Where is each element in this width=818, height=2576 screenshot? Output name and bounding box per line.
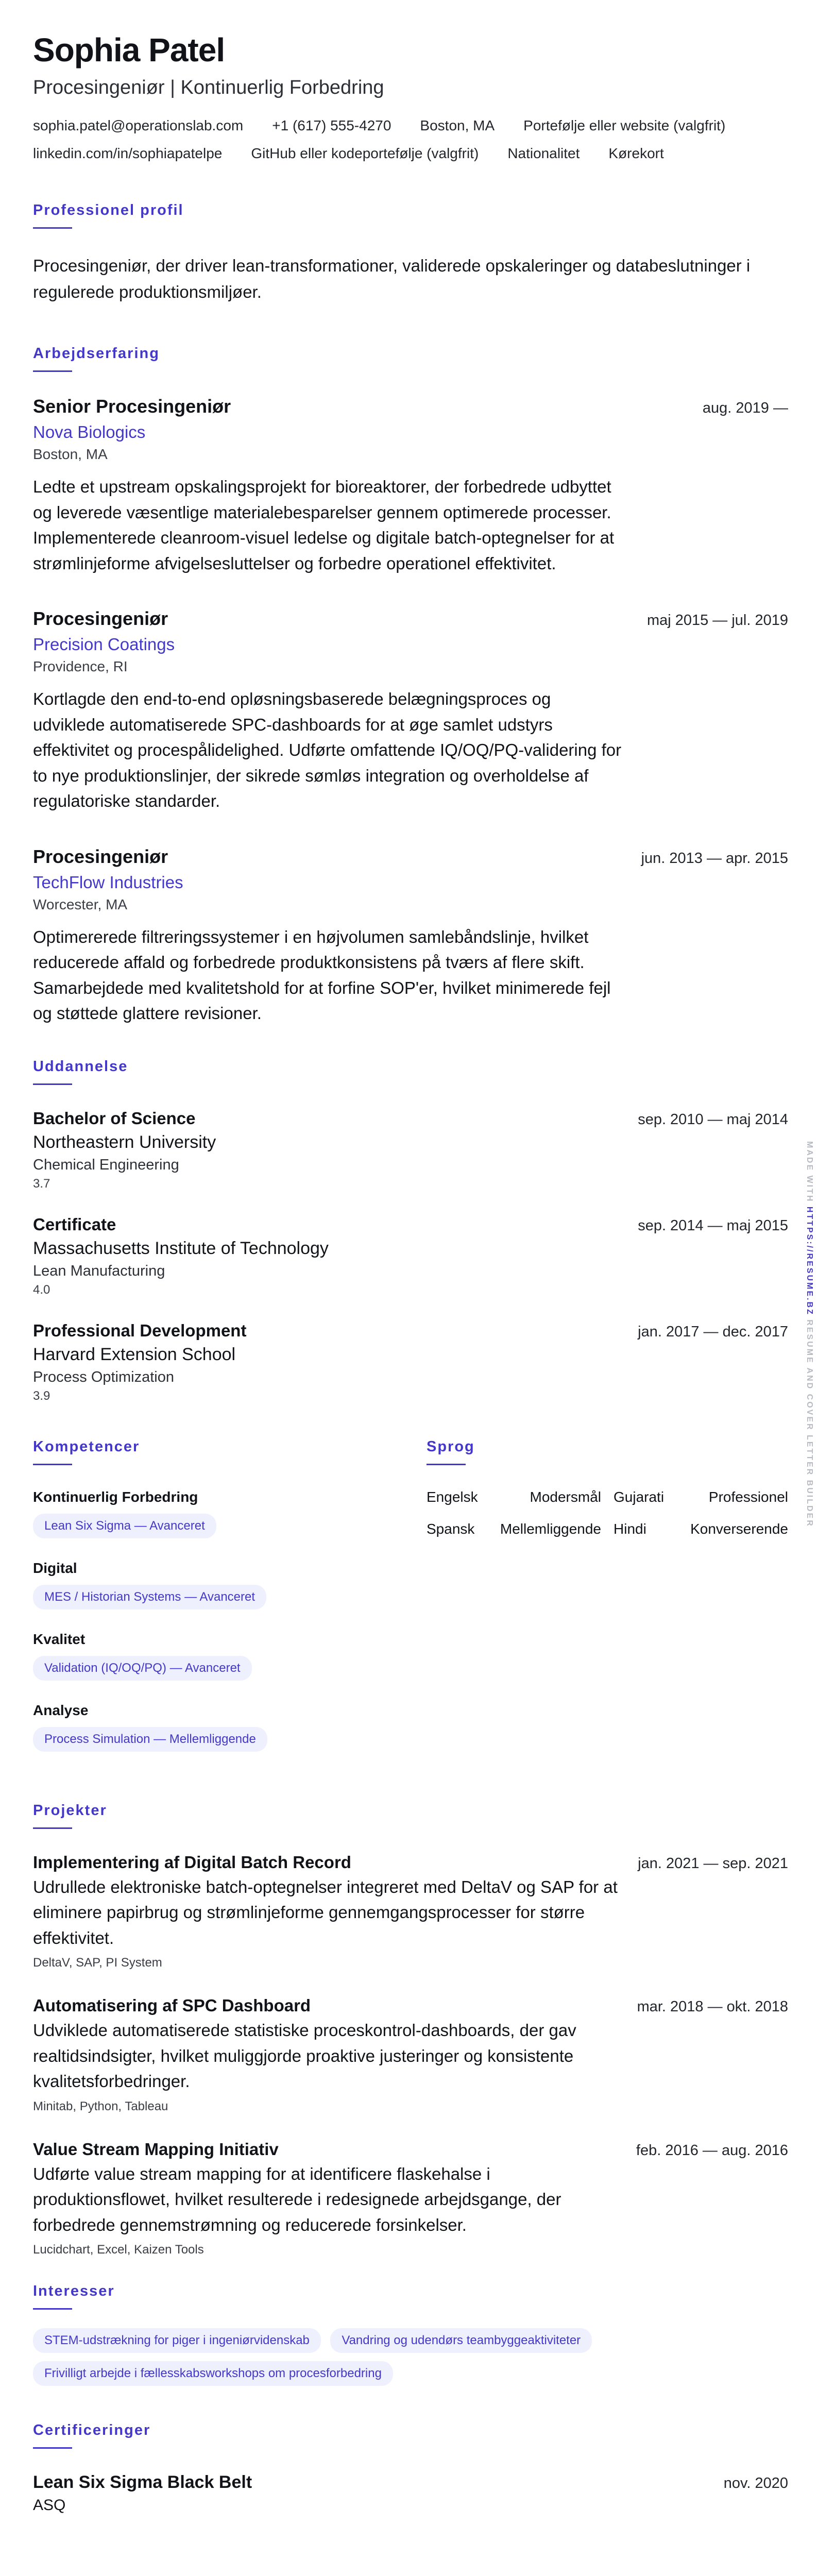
skill-pill: MES / Historian Systems — Avanceret [33, 1585, 266, 1609]
section-divider [33, 1083, 72, 1085]
section-divider [33, 2308, 72, 2310]
project-tools: Lucidchart, Excel, Kaizen Tools [33, 2243, 204, 2257]
experience-entry [33, 846, 788, 1026]
certification-date: nov. 2020 [723, 2475, 788, 2492]
watermark-suffix: RESUME AND COVER LETTER BUILDER [805, 1319, 814, 1528]
project-dates: mar. 2018 — okt. 2018 [637, 1998, 788, 2015]
section-title: Interesser [33, 2283, 115, 2300]
gpa: 4.0 [33, 1282, 50, 1297]
job-location: Providence, RI [33, 658, 128, 675]
language-grid [427, 1489, 788, 1537]
skill-group-name: Kvalitet [33, 1631, 86, 1647]
project-entry [33, 1853, 788, 1971]
skills-languages-row [33, 1438, 788, 1773]
section-title: Certificeringer [33, 2422, 151, 2439]
contact-github[interactable]: GitHub eller kodeportefølje (valgfrit) [251, 145, 479, 161]
language-level: Mellemliggende [500, 1520, 601, 1537]
skill-group [33, 1560, 375, 1609]
interest-pill: Vandring og udendørs teambyggeaktiviteter [330, 2328, 592, 2353]
field-of-study: Process Optimization [33, 1368, 174, 1385]
skill-group-name: Analyse [33, 1702, 89, 1718]
section-divider [33, 370, 72, 372]
education-entry [33, 1321, 788, 1403]
project-tools: Minitab, Python, Tableau [33, 2099, 168, 2113]
section-divider [33, 1464, 72, 1465]
contact-location: Boston, MA [420, 117, 495, 133]
project-title: Automatisering af SPC Dashboard [33, 1996, 311, 2015]
certification-name: Lean Six Sigma Black Belt [33, 2472, 252, 2493]
job-title: Senior Procesingeniør [33, 396, 231, 417]
language-item [614, 1521, 788, 1537]
project-description: Udviklede automatiserede statistiske proceskontrol-dashboards, der gav realtidsindsigter, hvilket muliggjorde proaktive justeringer og konsistente kvalitetsforbedringer. [33, 2021, 576, 2091]
field-of-study: Chemical Engineering [33, 1156, 179, 1173]
language-level: Konverserende [690, 1520, 788, 1537]
candidate-name: Sophia Patel [33, 31, 225, 69]
degree: Certificate [33, 1214, 116, 1234]
degree: Professional Development [33, 1320, 247, 1340]
resume-page [33, 32, 788, 2546]
section-divider [33, 227, 72, 229]
project-title: Implementering af Digital Batch Record [33, 1852, 351, 1872]
section-title: Professionel profil [33, 201, 184, 218]
certifications-section [33, 2422, 788, 2514]
candidate-title: Procesingeniør | Kontinuerlig Forbedring [33, 77, 384, 99]
job-description: Kortlagde den end-to-end opløsningsbaserede belægningsproces og udviklede automatiserede SPC-dashboards for at øge samlet udstyrs effektivitet og procespålidelighed. Udførte omfattende IQ/OQ/PQ-validering for to nye produktionslinjer, der sikrede sømløs integration og overholdelse af regulatoriske standarder. [33, 689, 622, 811]
school: Harvard Extension School [33, 1344, 236, 1364]
experience-entry [33, 608, 788, 814]
contact-license: Kørekort [608, 145, 664, 161]
project-tools: DeltaV, SAP, PI System [33, 1956, 162, 1970]
contact-phone[interactable]: +1 (617) 555-4270 [272, 117, 391, 133]
school: Northeastern University [33, 1132, 216, 1152]
job-dates: maj 2015 — jul. 2019 [646, 612, 788, 629]
education-dates: jan. 2017 — dec. 2017 [638, 1323, 788, 1340]
language-level: Professionel [708, 1488, 788, 1505]
interest-pill: Frivilligt arbejde i fællesskabsworkshops om procesforbedring [33, 2361, 393, 2386]
education-entry [33, 1215, 788, 1297]
section-title: Sprog [427, 1438, 475, 1455]
job-description: Ledte et upstream opskalingsprojekt for bioreaktorer, der forbedrede udbyttet og leverede væsentlige materialebesparelser gennem optimerede processer. Implementerede cleanroom-visuel ledelse og digitale batch-optegnelser for at strømlinjeforme afvigelsesluttelser og forbedre operationel effektivitet. [33, 477, 615, 573]
profile-section [33, 202, 788, 305]
languages-section [427, 1438, 788, 1773]
language-item [427, 1521, 601, 1537]
education-entry [33, 1109, 788, 1191]
profile-text: Procesingeniør, der driver lean-transformationer, validerede opskaleringer og databeslutninger i regulerede produktionsmiljøer. [33, 256, 751, 302]
contact-list [33, 117, 788, 162]
skill-group [33, 1631, 375, 1681]
education-dates: sep. 2010 — maj 2014 [638, 1111, 788, 1128]
language-level: Modersmål [530, 1488, 601, 1505]
language-name: Gujarati [614, 1488, 664, 1505]
watermark-link[interactable]: HTTPS://RESUME.BZ [805, 1206, 814, 1316]
skill-pill: Validation (IQ/OQ/PQ) — Avanceret [33, 1656, 252, 1681]
skill-group [33, 1702, 375, 1752]
section-divider [33, 1827, 72, 1829]
education-section [33, 1058, 788, 1403]
language-item [614, 1489, 788, 1505]
language-name: Engelsk [427, 1488, 478, 1505]
skill-group-name: Digital [33, 1560, 77, 1576]
watermark-prefix: MADE WITH [805, 1141, 814, 1203]
job-location: Worcester, MA [33, 896, 128, 912]
certification-issuer: ASQ [33, 2497, 66, 2514]
contact-email[interactable]: sophia.patel@operationslab.com [33, 117, 244, 133]
project-entry [33, 2140, 788, 2258]
project-description: Udførte value stream mapping for at identificere flaskehalse i produktionsflowet, hvilket resulterede i redesignede arbejdsgange, der forbedrede gennemstrømning og reducerede forsinkelser. [33, 2164, 561, 2234]
job-location: Boston, MA [33, 446, 108, 463]
project-title: Value Stream Mapping Initiativ [33, 2139, 279, 2159]
certification-entry [33, 2472, 788, 2514]
gpa: 3.9 [33, 1388, 50, 1403]
school: Massachusetts Institute of Technology [33, 1238, 329, 1258]
employer: TechFlow Industries [33, 872, 183, 892]
job-dates: jun. 2013 — apr. 2015 [641, 850, 788, 867]
skill-group-name: Kontinuerlig Forbedring [33, 1488, 198, 1505]
projects-section [33, 1802, 788, 2258]
skills-section [33, 1438, 375, 1773]
section-title: Uddannelse [33, 1058, 128, 1075]
section-title: Kompetencer [33, 1438, 140, 1455]
section-divider [33, 2447, 72, 2449]
employer: Nova Biologics [33, 422, 146, 442]
project-entry [33, 1996, 788, 2114]
education-dates: sep. 2014 — maj 2015 [638, 1217, 788, 1234]
field-of-study: Lean Manufacturing [33, 1262, 165, 1279]
skill-group [33, 1489, 375, 1538]
language-name: Hindi [614, 1520, 646, 1537]
degree: Bachelor of Science [33, 1108, 196, 1128]
interests-section [33, 2283, 788, 2386]
section-title: Projekter [33, 1802, 107, 1819]
project-dates: jan. 2021 — sep. 2021 [638, 1855, 788, 1872]
skill-pill: Lean Six Sigma — Avanceret [33, 1514, 216, 1538]
language-name: Spansk [427, 1520, 475, 1537]
experience-entry [33, 396, 788, 576]
section-title: Arbejdserfaring [33, 345, 160, 362]
job-description: Optimererede filtreringssystemer i en højvolumen samlebåndslinje, hvilket reducerede affald og forbedrede produktkonsistens på tværs af flere skift. Samarbejdede med kvalitetshold for at forfine SOP'er, hvilket minimerede fejl og støttede glattere revisioner. [33, 927, 611, 1023]
interest-list [33, 2320, 651, 2386]
language-item [427, 1489, 601, 1505]
experience-section [33, 345, 788, 1026]
project-dates: feb. 2016 — aug. 2016 [636, 2142, 788, 2159]
gpa: 3.7 [33, 1176, 50, 1191]
contact-linkedin[interactable]: linkedin.com/in/sophiapatelpe [33, 145, 223, 161]
employer: Precision Coatings [33, 635, 175, 654]
job-dates: aug. 2019 — [702, 400, 788, 417]
builder-watermark [805, 1141, 814, 1528]
job-title: Procesingeniør [33, 845, 168, 867]
skill-pill: Process Simulation — Mellemliggende [33, 1727, 267, 1752]
project-description: Udrullede elektroniske batch-optegnelser integreret med DeltaV og SAP for at eliminere papirbrug og strømlinjeforme gennemgangsprocesser for større effektivitet. [33, 1877, 618, 1947]
contact-portfolio[interactable]: Portefølje eller website (valgfrit) [523, 117, 726, 133]
job-title: Procesingeniør [33, 608, 168, 630]
interest-pill: STEM-udstrækning for piger i ingeniørvidenskab [33, 2328, 321, 2353]
section-divider [427, 1464, 466, 1465]
contact-nationality: Nationalitet [507, 145, 580, 161]
